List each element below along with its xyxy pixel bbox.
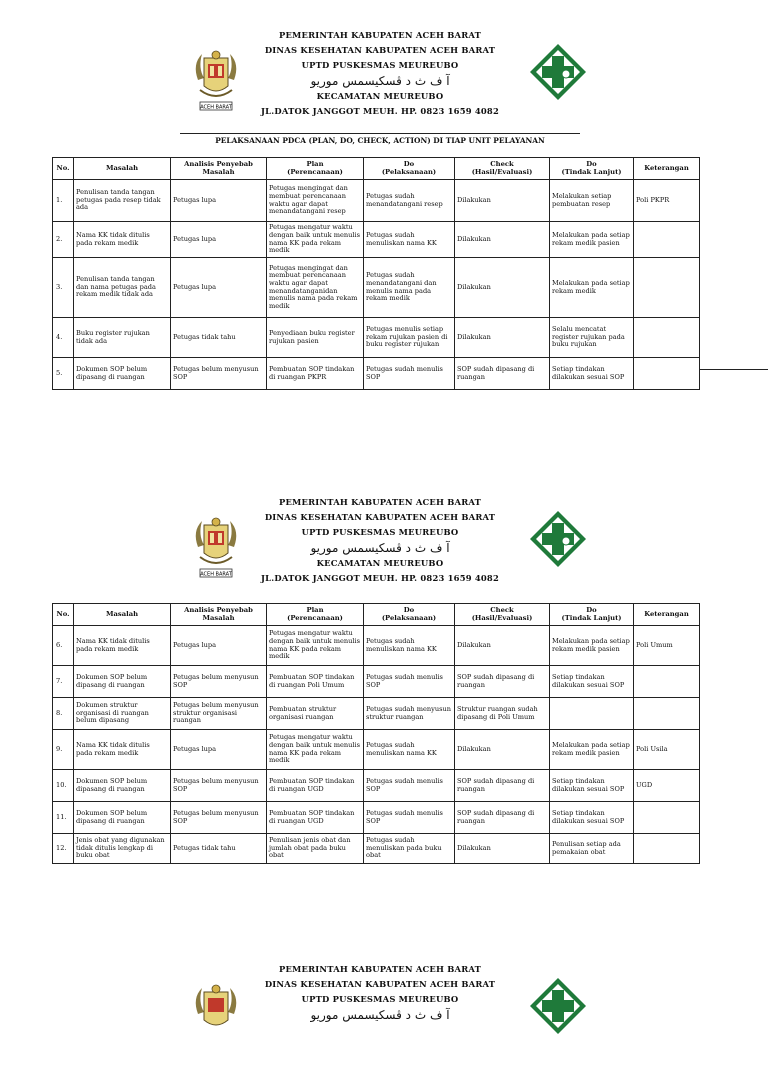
cell: Penulisan setiap ada pemakaian obat (550, 834, 634, 864)
table-row (53, 180, 700, 222)
cell: Petugas belum menyusun SOP (171, 770, 267, 802)
cell (634, 802, 700, 834)
cell: Melakukan pada setiap rekam medik pasien (550, 222, 634, 258)
table-header-row (53, 158, 700, 180)
table-row (53, 258, 700, 318)
cell: Struktur ruangan sudah dipasang di Poli Umum (455, 698, 550, 730)
puskesmas-cross-icon (528, 42, 588, 102)
cell: Pembuatan SOP tindakan di ruangan UGD (267, 802, 364, 834)
cell: SOP sudah dipasang di ruangan (455, 358, 550, 390)
cell: 11. (53, 802, 74, 834)
table-row (53, 770, 700, 802)
table-overhang-line (699, 369, 768, 370)
document-subtitle: PELAKSANAAN PDCA (PLAN, DO, CHECK, ACTION) DI TIAP UNIT PELAYANAN (215, 136, 545, 145)
cell: Petugas sudah menulis SOP (364, 770, 455, 802)
cell: Petugas mengatur waktu dengan baik untuk menulis nama KK pada rekam medik (267, 626, 364, 666)
header-line-2: DINAS KESEHATAN KABUPATEN ACEH BARAT (264, 512, 496, 523)
emblem-label: ACEH BARAT (200, 571, 232, 578)
cell: Dilakukan (455, 258, 550, 318)
puskesmas-cross-icon (528, 976, 588, 1036)
col-header: Analisis Penyebab Masalah (171, 604, 267, 626)
header-line-3: UPTD PUSKESMAS MEUREUBO (301, 60, 459, 71)
col-header: No. (53, 158, 74, 180)
cell: Petugas mengatur waktu dengan baik untuk menulis nama KK pada rekam medik (267, 222, 364, 258)
cell: Petugas belum menyusun struktur organisasi ruangan (171, 698, 267, 730)
col-header: No. (53, 604, 74, 626)
cell (634, 834, 700, 864)
cell: Pembuatan SOP tindakan di ruangan Poli Umum (267, 666, 364, 698)
pdca-table-1 (52, 157, 700, 390)
cell (634, 358, 700, 390)
header-line-2: DINAS KESEHATAN KABUPATEN ACEH BARAT (264, 45, 496, 56)
table-row (53, 358, 700, 390)
page-1 (0, 28, 768, 146)
cell: Petugas sudah menandatangani dan menulis nama pada rekam medik (364, 258, 455, 318)
cell: 2. (53, 222, 74, 258)
cell: Dokumen SOP belum dipasang di ruangan (74, 666, 171, 698)
table-header-row (53, 604, 700, 626)
pdca-table-2 (52, 603, 700, 864)
table-row (53, 318, 700, 358)
header-line-3: UPTD PUSKESMAS MEUREUBO (301, 994, 459, 1005)
cell: Penulisan tanda tangan petugas pada resep tidak ada (74, 180, 171, 222)
cell: Petugas tidak tahu (171, 834, 267, 864)
page-3 (0, 962, 768, 1080)
col-header: Plan (Perencanaan) (267, 604, 364, 626)
cell: Petugas mengatur waktu dengan baik untuk menulis nama KK pada rekam medik (267, 730, 364, 770)
cell: Setiap tindakan dilakukan sesuai SOP (550, 802, 634, 834)
cell: Melakukan setiap pembuatan resep (550, 180, 634, 222)
col-header: Analisis Penyebab Masalah (171, 158, 267, 180)
header-line-1: PEMERINTAH KABUPATEN ACEH BARAT (278, 30, 482, 40)
table-row (53, 626, 700, 666)
cell: Melakukan pada setiap rekam medik pasien (550, 626, 634, 666)
cell: Penyediaan buku register rujukan pasien (267, 318, 364, 358)
cell (550, 698, 634, 730)
table-row (53, 666, 700, 698)
cell: Petugas sudah menulis SOP (364, 358, 455, 390)
cell: Petugas sudah menyusun struktur ruangan (364, 698, 455, 730)
cell: Petugas belum menyusun SOP (171, 358, 267, 390)
cell: Petugas mengingat dan membuat perencanaan waktu agar dapat menandatangani resep (267, 180, 364, 222)
cell: Nama KK tidak ditulis pada rekam medik (74, 222, 171, 258)
cell: Petugas belum menyusun SOP (171, 802, 267, 834)
cell: Petugas sudah menuliskan nama KK (364, 730, 455, 770)
cell: Petugas lupa (171, 730, 267, 770)
col-header: Do (Tindak Lanjut) (550, 604, 634, 626)
cell: Penulisan tanda tangan dan nama petugas pada rekam medik tidak ada (74, 258, 171, 318)
cell: 6. (53, 626, 74, 666)
cell: Setiap tindakan dilakukan sesuai SOP (550, 770, 634, 802)
cell: Dilakukan (455, 318, 550, 358)
cell: Melakukan pada setiap rekam medik pasien (550, 730, 634, 770)
cell: Petugas mengingat dan membuat perencanaan waktu agar dapat menandatanganidan menulis nama pada rekam medik (267, 258, 364, 318)
cell (634, 698, 700, 730)
cell: Melakukan pada setiap rekam medik (550, 258, 634, 318)
puskesmas-cross-icon (528, 509, 588, 569)
col-header: Check (Hasil/Evaluasi) (455, 158, 550, 180)
cell: SOP sudah dipasang di ruangan (455, 666, 550, 698)
col-header: Check (Hasil/Evaluasi) (455, 604, 550, 626)
cell: Petugas sudah menulis SOP (364, 802, 455, 834)
header-line-4: KECAMATAN MEUREUBO (316, 90, 444, 101)
table-row (53, 802, 700, 834)
col-header: Keterangan (634, 604, 700, 626)
cell: Petugas tidak tahu (171, 318, 267, 358)
cell: Petugas sudah menandatangani resep (364, 180, 455, 222)
cell: Pembuatan struktur organisasi ruangan (267, 698, 364, 730)
header-arabic: آ ف ث د ڤسكيسمس موريو (310, 540, 450, 555)
col-header: Do (Tindak Lanjut) (550, 158, 634, 180)
cell (634, 222, 700, 258)
cell: Poli Umum (634, 626, 700, 666)
table-row (53, 698, 700, 730)
cell: Setiap tindakan dilakukan sesuai SOP (550, 358, 634, 390)
col-header: Keterangan (634, 158, 700, 180)
header-arabic: آ ف ث د ڤسكيسمس موريو (310, 1007, 450, 1022)
table-row (53, 730, 700, 770)
cell: UGD (634, 770, 700, 802)
cell: Poli Usila (634, 730, 700, 770)
cell: Jenis obat yang digunakan tidak ditulis lengkap di buku obat (74, 834, 171, 864)
cell: Dokumen SOP belum dipasang di ruangan (74, 358, 171, 390)
cell: Nama KK tidak ditulis pada rekam medik (74, 730, 171, 770)
page-2 (0, 495, 768, 613)
cell: Petugas belum menyusun SOP (171, 666, 267, 698)
cell: Poli PKPR (634, 180, 700, 222)
header-line-2: DINAS KESEHATAN KABUPATEN ACEH BARAT (264, 979, 496, 990)
cell: 4. (53, 318, 74, 358)
cell: 7. (53, 666, 74, 698)
cell: Petugas sudah menuliskan pada buku obat (364, 834, 455, 864)
cell: Petugas sudah menulis SOP (364, 666, 455, 698)
table-row (53, 222, 700, 258)
col-header: Masalah (74, 158, 171, 180)
header-address: JL.DATOK JANGGOT MEUH. HP. 0823 1659 4082 (261, 105, 499, 116)
letterhead (0, 495, 768, 613)
cell: 3. (53, 258, 74, 318)
col-header: Do (Pelaksanaan) (364, 604, 455, 626)
cell: SOP sudah dipasang di ruangan (455, 802, 550, 834)
cell (634, 258, 700, 318)
header-address: JL.DATOK JANGGOT MEUH. HP. 0823 1659 4082 (261, 572, 499, 583)
cell: Petugas menulis setiap rekam rujukan pasien di buku register rujukan (364, 318, 455, 358)
cell: Petugas lupa (171, 626, 267, 666)
cell: 9. (53, 730, 74, 770)
cell: Dokumen SOP belum dipasang di ruangan (74, 770, 171, 802)
cell (634, 318, 700, 358)
cell: Dokumen SOP belum dipasang di ruangan (74, 802, 171, 834)
cell: 10. (53, 770, 74, 802)
cell: Dilakukan (455, 626, 550, 666)
letterhead (0, 28, 768, 146)
cell: 1. (53, 180, 74, 222)
cell: Dilakukan (455, 180, 550, 222)
cell: Penulisan jenis obat dan jumlah obat pada buku obat (267, 834, 364, 864)
cell: Dilakukan (455, 222, 550, 258)
col-header: Masalah (74, 604, 171, 626)
cell: 12. (53, 834, 74, 864)
cell: Setiap tindakan dilakukan sesuai SOP (550, 666, 634, 698)
cell: Buku register rujukan tidak ada (74, 318, 171, 358)
letterhead (0, 962, 768, 1080)
cell: Nama KK tidak ditulis pada rekam medik (74, 626, 171, 666)
cell (634, 666, 700, 698)
cell: Petugas sudah menuliskan nama KK (364, 626, 455, 666)
cell: Petugas sudah menuliskan nama KK (364, 222, 455, 258)
cell: Selalu mencatat register rujukan pada buku rujukan (550, 318, 634, 358)
header-rule (180, 133, 580, 134)
header-line-1: PEMERINTAH KABUPATEN ACEH BARAT (278, 497, 482, 507)
cell: Petugas lupa (171, 180, 267, 222)
cell: Dokumen struktur organisasi di ruangan belum dipasang (74, 698, 171, 730)
header-arabic: آ ف ث د ڤسكيسمس موريو (310, 73, 450, 88)
table-row (53, 834, 700, 864)
cell: Dilakukan (455, 730, 550, 770)
cell: Pembuatan SOP tindakan di ruangan UGD (267, 770, 364, 802)
cell: Dilakukan (455, 834, 550, 864)
header-line-3: UPTD PUSKESMAS MEUREUBO (301, 527, 459, 538)
cell: Petugas lupa (171, 258, 267, 318)
cell: SOP sudah dipasang di ruangan (455, 770, 550, 802)
header-line-4: KECAMATAN MEUREUBO (316, 557, 444, 568)
cell: 8. (53, 698, 74, 730)
cell: Petugas lupa (171, 222, 267, 258)
header-line-1: PEMERINTAH KABUPATEN ACEH BARAT (278, 964, 482, 974)
col-header: Plan (Perencanaan) (267, 158, 364, 180)
emblem-label: ACEH BARAT (200, 104, 232, 111)
cell: Pembuatan SOP tindakan di ruangan PKPR (267, 358, 364, 390)
col-header: Do (Pelaksanaan) (364, 158, 455, 180)
cell: 5. (53, 358, 74, 390)
